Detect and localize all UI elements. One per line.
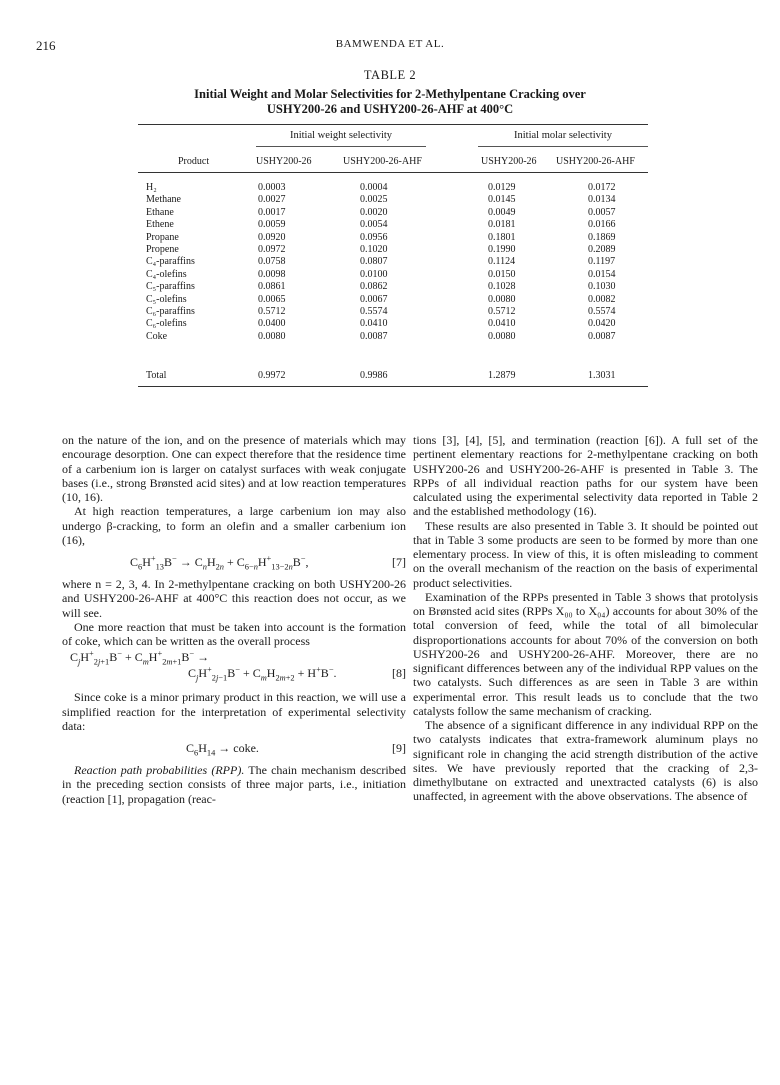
cell-product: Coke	[146, 330, 168, 342]
cell-molar-ushy: 0.0181	[488, 219, 516, 231]
cell-product: Propane	[146, 231, 179, 243]
cell-molar-ushy: 0.0129	[488, 182, 516, 193]
cell-product: C₅-paraffins	[146, 281, 195, 293]
cell-weight-ahf: 0.1020	[360, 244, 388, 255]
equation-8	[62, 648, 406, 690]
cell-weight-ushy: 0.0400	[258, 318, 286, 330]
cell-weight-ushy: 0.0017	[258, 206, 286, 218]
table-bottom-rule	[138, 386, 648, 387]
paragraph: Since coke is a minor primary product in this reaction, we will use a simplified reaction for the interpretation of experimental selectivity data:	[62, 690, 406, 733]
column-header-product: Product	[178, 156, 210, 167]
cell-weight-ahf: 0.0067	[360, 293, 388, 305]
paragraph: Reaction path probabilities (RPP). The chain mechanism described in the preceding section consists of three major parts, i.e., initiation (reaction [1], propagation (reac-	[62, 763, 406, 806]
cell-weight-ahf: 0.0025	[360, 194, 388, 206]
cell-product: Ethene	[146, 219, 174, 231]
equation-8-line-2: $C_jH^+_{2j-1}B^- + C_mH_{2m+2} + H^+B^-$.	[188, 665, 337, 683]
running-title: BAMWENDA ET AL.	[335, 38, 445, 50]
cell-molar-ahf: 0.0172	[588, 182, 616, 193]
table-row	[138, 318, 648, 330]
equation-9-expression: $C_6H_{14}$ → coke.	[186, 741, 259, 758]
cell-weight-ushy: 0.0080	[258, 330, 286, 342]
paragraph: Examination of the RPPs presented in Table 3 shows that protolysis on Brønsted acid sites (RPPs X₀₀ to X₀₄) accounts for about 30% of the total conversion of feed, while the total of all bimolecular disproportionations accounts for about 70% of the conversion on both USHY200-26 and USHY200-26-AHF. Moreover, there are no significant differences between any of the individual RPP values on the two catalysts. Such differences as are seen in Table 3 are within experimental error. This result leads us to conclude that the two catalysts follow the same mechanism of cracking.	[413, 589, 758, 718]
cell-molar-ahf: 0.5574	[588, 306, 616, 317]
equation-9-number: [9]	[392, 741, 406, 755]
table-row	[138, 306, 648, 318]
cell-weight-ushy: 0.0065	[258, 293, 286, 305]
section-run-in-heading: Reaction path probabilities (RPP).	[74, 763, 245, 777]
column-header-molar-ushy: USHY200-26	[481, 156, 537, 167]
equation-8-number: [8]	[392, 666, 406, 681]
table-row	[138, 232, 648, 244]
cell-molar-ushy: 0.1124	[488, 256, 516, 268]
cell-product: Ethane	[146, 206, 174, 218]
group-header-molar: Initial molar selectivity	[514, 130, 612, 141]
table-row	[138, 294, 648, 306]
cell-weight-ahf: 0.0410	[360, 318, 388, 330]
cell-weight-ushy: 0.0027	[258, 194, 286, 206]
cell-product: C₄-paraffins	[146, 256, 195, 268]
paragraph: The absence of a significant difference in any individual RPP on the two catalysts indicates that extra-framework aluminum plays no significant role in changing the acid strength distribution of the active sites. We have previously reported that the cracking of 2,3-dimethylbutane on extracted and unextracted catalysts (6) is also unaffected, in agreement with the above observations. The absence of	[413, 718, 758, 804]
cell-molar-ushy: 0.0410	[488, 318, 516, 330]
left-text-column	[62, 433, 406, 806]
cell-weight-ahf: 0.0956	[360, 231, 388, 243]
total-weight-ushy: 0.9972	[258, 370, 286, 381]
cell-weight-ushy: 0.0003	[258, 182, 286, 193]
cell-product: C₅-olefins	[146, 293, 187, 305]
cell-weight-ahf: 0.0100	[360, 268, 388, 280]
cell-weight-ushy: 0.0861	[258, 281, 286, 293]
table-row	[138, 244, 648, 256]
cell-molar-ahf: 0.0082	[588, 293, 616, 305]
total-weight-ahf: 0.9986	[360, 370, 388, 381]
paragraph: tions [3], [4], [5], and termination (reaction [6]). A full set of the pertinent elementary reactions for 2-methylpentane cracking on both USHY200-26 and USHY200-26-AHF is presented in Table 3. The RPPs of all individual reaction paths for our system have been calculated using the experimental selectivity data reported in Table 2 and the established methodology (16).	[413, 433, 758, 519]
table-row	[138, 207, 648, 219]
cell-molar-ushy: 0.0080	[488, 330, 516, 342]
page-number: 216	[36, 38, 56, 53]
cell-weight-ahf: 0.5574	[360, 306, 388, 317]
cell-molar-ushy: 0.0145	[488, 194, 516, 206]
cell-weight-ushy: 0.5712	[258, 306, 286, 317]
cell-weight-ushy: 0.0758	[258, 256, 286, 268]
cell-weight-ahf: 0.0862	[360, 281, 388, 293]
cell-molar-ahf: 0.0087	[588, 330, 616, 342]
table-row	[138, 281, 648, 293]
cell-molar-ushy: 0.0150	[488, 268, 516, 280]
group-rule-molar	[478, 146, 648, 147]
table-header-rule	[138, 172, 648, 173]
cell-molar-ushy: 0.1801	[488, 231, 516, 243]
table-row-total	[138, 370, 648, 382]
paragraph: on the nature of the ion, and on the presence of materials which may encourage desorption. One can expect therefore that the residence time of a carbenium ion is larger on catalyst surfaces with weak conjugate bases (i.e., strong Brønsted acid sites) and at low reaction temperatures (10, 16).	[62, 433, 406, 504]
table-caption: Initial Weight and Molar Selectivities for 2-Methylpentane Cracking over USHY200-26 and USHY200-26-AHF at 400°C	[194, 87, 586, 116]
cell-molar-ahf: 0.0420	[588, 318, 616, 330]
running-header	[0, 38, 780, 54]
equation-7	[62, 547, 406, 577]
column-header-molar-ahf: USHY200-26-AHF	[556, 156, 635, 167]
cell-molar-ushy: 0.1028	[488, 281, 516, 293]
cell-molar-ahf: 0.0057	[588, 206, 616, 218]
cell-molar-ahf: 0.1197	[588, 256, 616, 268]
total-molar-ahf: 1.3031	[588, 370, 616, 381]
equation-9	[62, 733, 406, 763]
table-row	[138, 331, 648, 343]
equation-7-expression: $C_6H^+_{13}B^- \to C_nH_{2n} + C_{6-n}H^+_{13-2n}B^-$,	[130, 554, 309, 572]
cell-molar-ahf: 0.2089	[588, 244, 616, 255]
cell-weight-ahf: 0.0807	[360, 256, 388, 268]
group-rule-weight	[256, 146, 426, 147]
paragraph: These results are also presented in Table 3. It should be pointed out that in Table 3 some products are seen to be formed by more than one elementary process. In view of this, it is often misleading to comment on the overall mechanism of the reaction on the basis of experimental product selectivities.	[413, 518, 758, 590]
table-row	[138, 256, 648, 268]
cell-weight-ahf: 0.0087	[360, 330, 388, 342]
column-header-weight-ahf: USHY200-26-AHF	[343, 156, 422, 167]
cell-molar-ushy: 0.1990	[488, 244, 516, 255]
group-header-weight: Initial weight selectivity	[289, 130, 393, 141]
column-header-weight-ushy: USHY200-26	[256, 156, 312, 167]
equation-7-number: [7]	[392, 555, 406, 569]
cell-weight-ushy: 0.0098	[258, 268, 286, 280]
cell-molar-ushy: 0.5712	[488, 306, 516, 317]
equation-8-line-1: $C_jH^+_{2j+1}B^- + C_mH^+_{2m+1}B^-$ →	[70, 649, 210, 667]
cell-weight-ushy: 0.0920	[258, 231, 286, 243]
cell-weight-ahf: 0.0020	[360, 206, 388, 218]
table-row	[138, 194, 648, 206]
cell-product: C₆-olefins	[146, 318, 187, 330]
table-label: TABLE 2	[363, 68, 417, 82]
cell-molar-ushy: 0.0080	[488, 293, 516, 305]
cell-product: C₄-olefins	[146, 268, 187, 280]
table-row	[138, 219, 648, 231]
paragraph: At high reaction temperatures, a large carbenium ion may also undergo β-cracking, to form an olefin and a smaller carbenium ion (16),	[62, 504, 406, 547]
right-text-column	[413, 433, 758, 804]
cell-molar-ahf: 0.0166	[588, 219, 616, 231]
total-molar-ushy: 1.2879	[488, 370, 516, 381]
total-label: Total	[146, 370, 167, 381]
cell-molar-ushy: 0.0049	[488, 206, 516, 218]
table-row	[138, 269, 648, 281]
paragraph: where n = 2, 3, 4. In 2-methylpentane cracking on both USHY200-26 and USHY200-26-AHF at 400°C this reaction does not occur, as we will see.	[62, 577, 406, 620]
cell-weight-ahf: 0.0054	[360, 219, 388, 231]
paragraph: One more reaction that must be taken into account is the formation of coke, which can be written as the overall process	[62, 619, 406, 648]
cell-product: Methane	[146, 194, 181, 206]
cell-molar-ahf: 0.0154	[588, 268, 616, 280]
table-top-rule	[138, 124, 648, 125]
cell-product: H₂	[146, 182, 157, 193]
table-row	[138, 182, 648, 194]
cell-weight-ahf: 0.0004	[360, 182, 388, 193]
cell-molar-ahf: 0.1869	[588, 231, 616, 243]
cell-weight-ushy: 0.0972	[258, 244, 286, 255]
cell-product: C₆-paraffins	[146, 306, 195, 317]
cell-weight-ushy: 0.0059	[258, 219, 286, 231]
cell-product: Propene	[146, 244, 179, 255]
cell-molar-ahf: 0.1030	[588, 281, 616, 293]
cell-molar-ahf: 0.0134	[588, 194, 616, 206]
